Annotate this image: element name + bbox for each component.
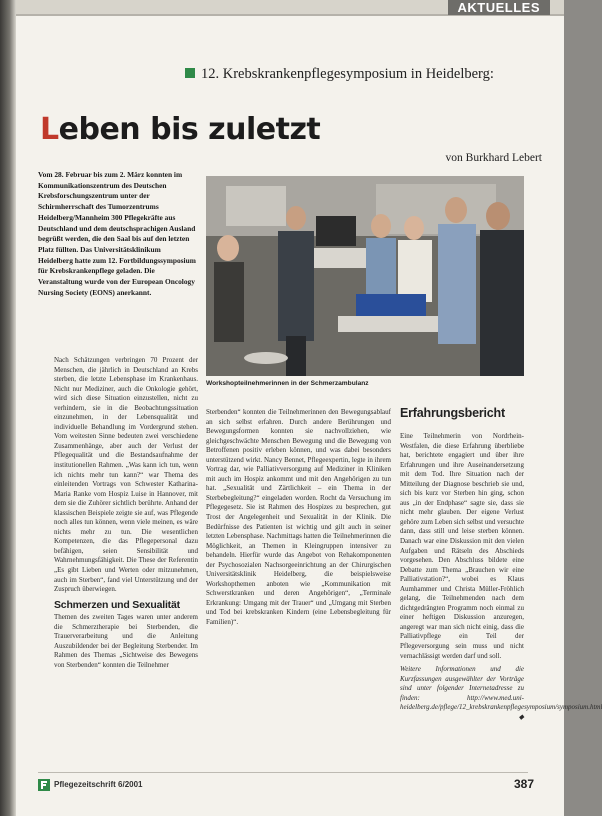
footer-rule xyxy=(38,772,528,773)
article-column-3 xyxy=(400,432,602,722)
headline-rest: eben bis zuletzt xyxy=(58,112,321,147)
section-label: AKTUELLES xyxy=(448,0,551,15)
column-1-paragraph-2: Themen des zweiten Tages waren unter anderem die Schmerztherapie bei Sterbenden, die Trauerverarbeitung und die Anleitung Auszubildender bei der Begleitung Sterbender. Im Rahmen des Themas „Sichtweise des Bewegens von Sterbenden“ konnten die Teilnehmer xyxy=(54,613,198,669)
article-headline xyxy=(40,112,320,147)
binding-gutter xyxy=(0,0,16,816)
subhead-schmerzen: Schmerzen und Sexualität xyxy=(54,598,180,611)
article-byline: von Burkhard Lebert xyxy=(445,152,542,164)
subhead-erfahrungsbericht: Erfahrungsbericht xyxy=(400,406,505,420)
kicker-text: 12. Krebskrankenpflegesymposium in Heidelberg: xyxy=(201,66,494,82)
article-photo xyxy=(206,176,524,376)
column-2-paragraph: Sterbenden“ konnten die Teilnehmerinnen den Bewegungsablauf an sich selbst erfahren. Durch andere Berührungen und Bewegungsformen konnten sie nachvollziehen, wie gleichgeschwächte Menschen Bewegung und die Bewegung von Betroffenen positiv erleben können, und was dabei besonders unterstützend wirkt. Nancy Bennet, Pflegeexpertin, legte in ihrem Vortrag dar, wie Palliativversorgung auf Mediziner in Kliniken mit auch im Hospiz ankommt und mit den Angehörigen zu tun hat. „Sexualität und Zärtlichkeit – ein Thema in der Sterbebegleitung?“ eingeladen worden. Rocht da Versuchung im Pflegegesetz. Sie ist Rahmen des Hospizes zu besprechen, gut Trost der Angelegenheit und Sexualität in der Klinik. Die Bedürfnisse des Patienten ist wichtig und gilt auch in seiner letzten Lebensphase. Nachmittags hatten die Teilnehmerinnen die Möglichkeit, an Themen in Kleingruppen intensiver zu behandeln. Hierfür wurde das Angebot von Rehakomponenten der Psychosozialen Nachsorgeeinrichtung an der Chirurgischen Universitätsklinik Heidelberg, die beispielsweise Workshopthemen anboten wie „Kommunikation mit Schwerstkranken und deren Angehörigen“, „Terminale Erkrankung: Umgang mit der Trauer“ und „Umgang mit Sterben und Tod bei krebskranken Kindern (eine Lebensbegleitung für Familien)“. xyxy=(206,408,391,627)
info-paragraph xyxy=(400,665,602,721)
photo-caption: Workshopteilnehmerinnen in der Schmerzambulanz xyxy=(206,380,369,387)
article-column-1 xyxy=(54,356,198,671)
green-square-icon xyxy=(185,68,195,78)
page-number: 387 xyxy=(513,777,534,791)
workshop-photo-illustration xyxy=(206,176,524,376)
magazine-name: Pflegezeitschrift 6/2001 xyxy=(54,780,143,789)
headline-initial: L xyxy=(40,112,59,147)
article-intro: Vom 28. Februar bis zum 2. März konnten im Kommunikationszentrum des Deutschen Krebsforschungszentrum unter der Schirmherrschaft des Tumorzentrums Heidelberg/Mannheim 300 Pflegekräfte aus Deutschland und dem deutschsprachigen Ausland begrüßt werden, die den Saal bis auf den letzten Platz füllten. Das Universitätsklinikum Heidelberg hatte zum 12. Fortbildungssymposium für Krebskrankenpflege geladen. Die Veranstaltung wurde von der European Oncology Nursing Society (EONS) anerkannt. xyxy=(38,170,196,297)
article-column-2 xyxy=(206,408,391,628)
magazine-logo-icon xyxy=(38,779,50,791)
end-mark-icon: ◆ xyxy=(518,712,524,721)
article-kicker xyxy=(185,66,494,83)
column-1-paragraph: Nach Schätzungen verbringen 70 Prozent der Menschen, die jährlich in Deutschland an Krebs sterben, die letzte Lebensphase im Krankenhaus. Nicht nur Mediziner, auch die Onkologie gehört, wird sich diese Situation einzustellen, nicht zu verhindern, sie in die Beobachtungssituation einzunehmen, in der Lebensqualität und individuelle Behandlung im Vordergrund stehen. Vom weitesten Sinne bedeuten zwei verschiedene Zusammenhänge, aber auch der Verlust der Pflegequalität und die Bestandsaufnahme der institutionellen Rahmen. „Was kann ich tun, wenn ich nichts mehr tun kann?“ war Thema des einleitenden Vortrags von Schwester Katharina-Maria Ranke vom Hospiz Luise in Hannover, mit dem sie die Zuhörer sichtlich berührte. Anhand der klassischen Beispiele zeigte sie auf, was Pflegende noch alles tun können, wenn viele meinen, es wäre nichts mehr zu tun. Die wesentlichen Kompetenzen, die das Pflegepersonal dazu befähigen, seien Sensibilität und Wahrnehmungsfähigkeit. Die These der Referentin „Es gibt Lieben und Werten oder mitzunehmen, auch im Sterben“, fand viel Unterstützung und der Zuspruch überwiegen. xyxy=(54,356,198,594)
column-3-paragraph: Eine Teilnehmerin von Nordrhein-Westfalen, die diese Erfahrung überbliebe hat, berichtete engagiert und über ihre Erfahrungen und ihre Auseinandersetzung mit dem Tod. Ihre Situation nach der Mitteilung der Diagnose beschrieb sie und, sich bis kurz vor Sterben hin ging, schon aus „in der Endphase“ sagte sie, dass sie nicht mehr glauben. Der eigene Verlust gehöre zum Leben sich selbst und versuchte dann, dass still und leise sterben können. Danach war eine Diskussion mit den vielen Aufgaben und Rätseln des Abschieds vorgesehen. Den Abschluss bildete eine Debatte zum Thema „Brauchen wir eine Palliativstation?“, wobei es Klaus Aumhammer und Christa Müller-Fröhlich gelang, die Teilnehmenden nach dem dichtgedrängten Programm noch einmal zu einer heftigen Diskussion anzuregen, angeregt war man sich nicht einig, dass die Palliativpflege ein Teil der Pflegeversorgung sein muss und nicht vernachlässigt werden darf und soll. xyxy=(400,432,524,660)
info-text[interactable]: Weitere Informationen und die Kurzfassungen ausgewählter der Vorträge sind unter folgender Internetadresse zu finden: http://www.med.uni-heidelberg.de/pflege/12_krebskrankenpflegesymposium/symposium.html xyxy=(400,665,602,712)
